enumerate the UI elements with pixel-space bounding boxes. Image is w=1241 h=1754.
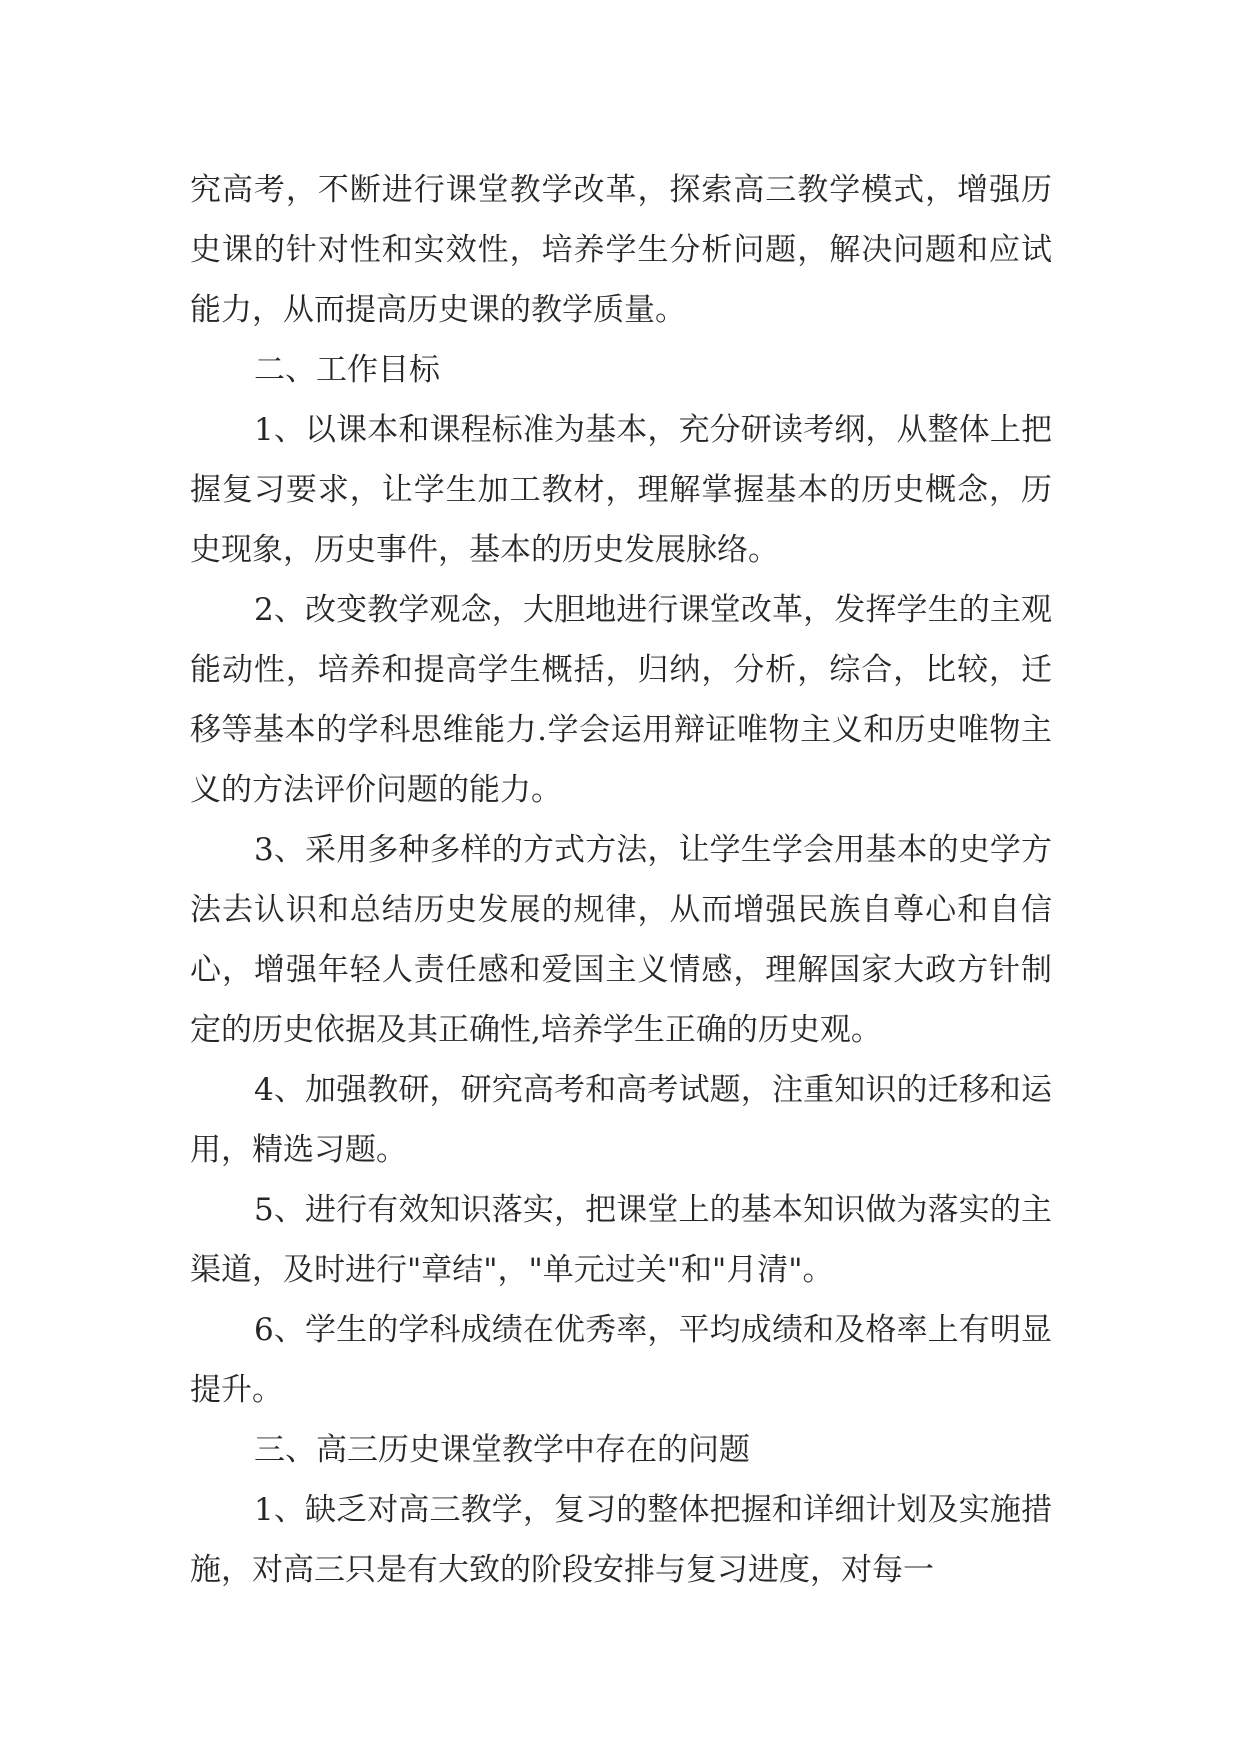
goal-item-1: 1、以课本和课程标准为基本，充分研读考纲，从整体上把握复习要求，让学生加工教材，理解掌握基本的历史概念，历史现象，历史事件，基本的历史发展脉络。 <box>190 412 1052 568</box>
goal-item-3: 3、采用多种多样的方式方法，让学生学会用基本的史学方法去认识和总结历史发展的规律，从而增强民族自尊心和自信心，增强年轻人责任感和爱国主义情感，理解国家大政方针制定的历史依据及其正确性,培养学生正确的历史观。 <box>190 832 1052 1048</box>
section-heading-work-goals: 二、工作目标 <box>254 352 440 388</box>
problem-item-1: 1、缺乏对高三教学，复习的整体把握和详细计划及实施措施，对高三只是有大致的阶段安排与复习进度，对每一 <box>190 1492 1052 1588</box>
goal-item-2: 2、改变教学观念，大胆地进行课堂改革，发挥学生的主观能动性，培养和提高学生概括，归纳，分析，综合，比较，迁移等基本的学科思维能力.学会运用辩证唯物主义和历史唯物主义的方法评价问题的能力。 <box>190 592 1052 808</box>
section-heading-problems: 三、高三历史课堂教学中存在的问题 <box>254 1432 750 1468</box>
document-body <box>190 160 1052 1600</box>
goal-item-6: 6、学生的学科成绩在优秀率，平均成绩和及格率上有明显提升。 <box>190 1312 1052 1408</box>
paragraph-continuation: 究高考，不断进行课堂教学改革，探索高三教学模式，增强历史课的针对性和实效性，培养学生分析问题，解决问题和应试能力，从而提高历史课的教学质量。 <box>190 172 1052 328</box>
goal-item-5: 5、进行有效知识落实，把课堂上的基本知识做为落实的主渠道，及时进行"章结"，"单元过关"和"月清"。 <box>190 1192 1052 1288</box>
goal-item-4: 4、加强教研，研究高考和高考试题，注重知识的迁移和运用，精选习题。 <box>190 1072 1052 1168</box>
